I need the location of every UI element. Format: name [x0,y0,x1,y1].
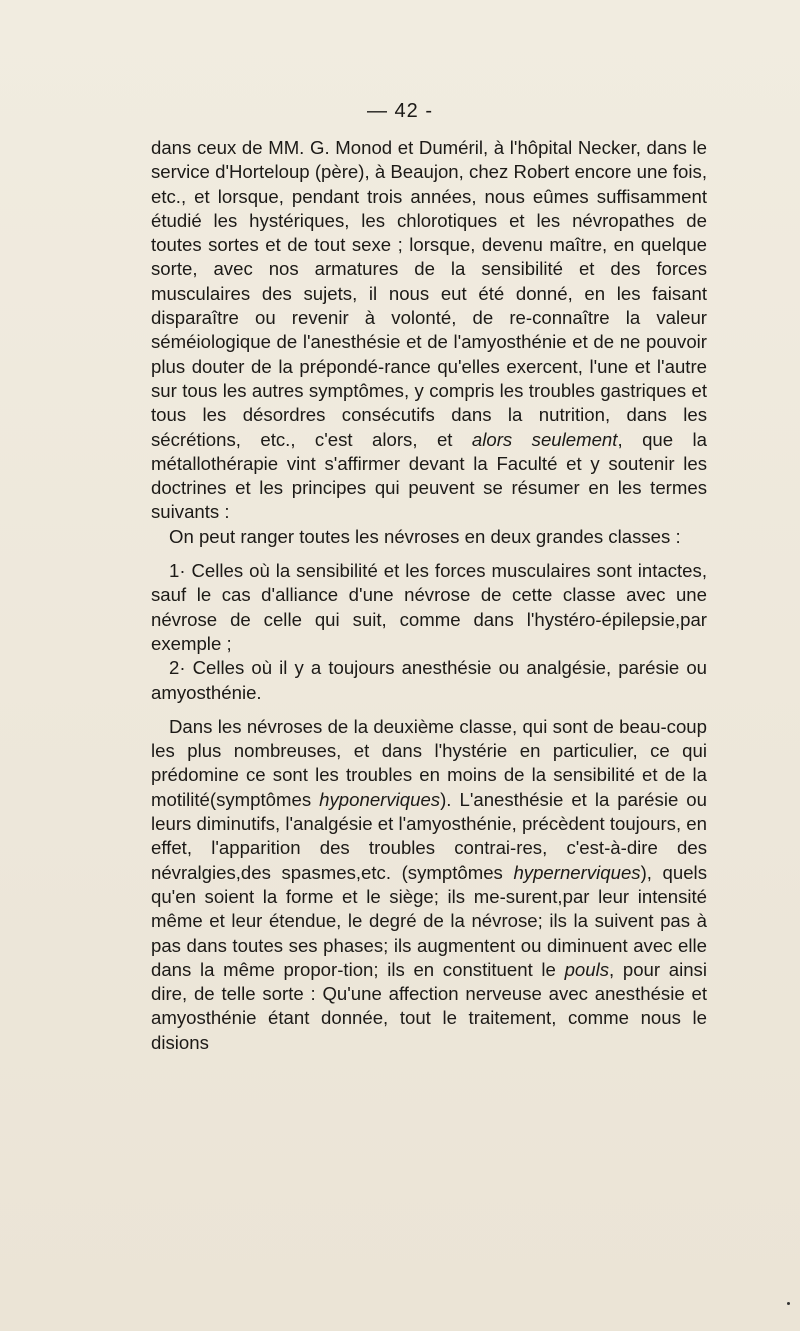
paragraph [151,136,707,525]
emphasis-text: hypernerviques [513,861,641,883]
paragraph-3-part-2: ). L'anesthésie et la parésie ou leurs diminutifs, l'analgésie et l'amyosthénie, précèdent toujours, en effet, l'apparition des troubles contrai-res, c'est-à-dire des névralgies,des spasmes,etc. (symptômes [151,788,707,883]
page-body [151,136,707,1055]
emphasis-text: alors seulement [471,428,618,450]
print-mark [787,1302,790,1305]
paragraph [151,715,707,1055]
paragraph-gap [151,705,707,715]
paragraph-3-part-3: ), quels qu'en soient la forme et le siège; ils me-surent,par leur intensité même et leur étendue, le degré de la névrose; ils la suivent pas à pas dans toutes ses phases; ils augmentent ou diminuent avec elle dans la même propor-tion; ils en constituent le [151,861,707,980]
emphasis-text: pouls [564,958,610,980]
paragraph-gap [151,549,707,559]
paragraph-3-part-1: Dans les névroses de la deuxième classe, qui sont de beau-coup les plus nombreuses, et dans l'hystérie en particulier, ce qui prédomine ce sont les troubles en moins de la sensibilité et de la motilité(symptômes [151,715,707,810]
list-item: 1· Celles où la sensibilité et les forces musculaires sont intactes, sauf le cas d'alliance d'une névrose de cette classe avec une névrose de celle qui suit, comme dans l'hystéro-épilepsie,par exemple ; [151,560,707,654]
list-item: 2· Celles où il y a toujours anesthésie ou analgésie, parésie ou amyosthénie. [151,657,707,703]
emphasis-text: hyponerviques [319,788,441,810]
paragraph-3-part-4: , pour ainsi dire, de telle sorte : Qu'une affection nerveuse avec anesthésie et amyosthénie étant donnée, tout le traitement, comme nous le disions [151,958,707,1053]
page-number: — 42 - [366,100,434,122]
paragraph-1-part-1: dans ceux de MM. G. Monod et Duméril, à l'hôpital Necker, dans le service d'Horteloup (père), à Beaujon, chez Robert encore une fois, etc., et lorsque, pendant trois années, nous eûmes suffisamment étudié les hystériques, les chlorotiques et les névropathes de toutes sortes et de tout sexe ; lorsque, devenu maître, en quelque sorte, avec nos armatures de la sensibilité et des forces musculaires des sujets, il nous eut été donné, en les faisant disparaître ou revenir à volonté, de re-connaître la valeur séméiologique de l'anesthésie et de l'amyosthénie et de ne pouvoir plus douter de la prépondé-rance qu'elles exercent, l'une et l'autre sur tous les autres symptômes, y compris les troubles gastriques et tous les désordres consécutifs dans la nutrition, dans les sécrétions, etc., c'est alors, et [151,137,707,450]
paragraph: On peut ranger toutes les névroses en deux grandes classes : [169,525,681,547]
paragraph-1-part-2: , que la métallothérapie vint s'affirmer devant la Faculté et y soutenir les doctrines et les principes qui peuvent se résumer en les termes suivants : [151,428,708,523]
